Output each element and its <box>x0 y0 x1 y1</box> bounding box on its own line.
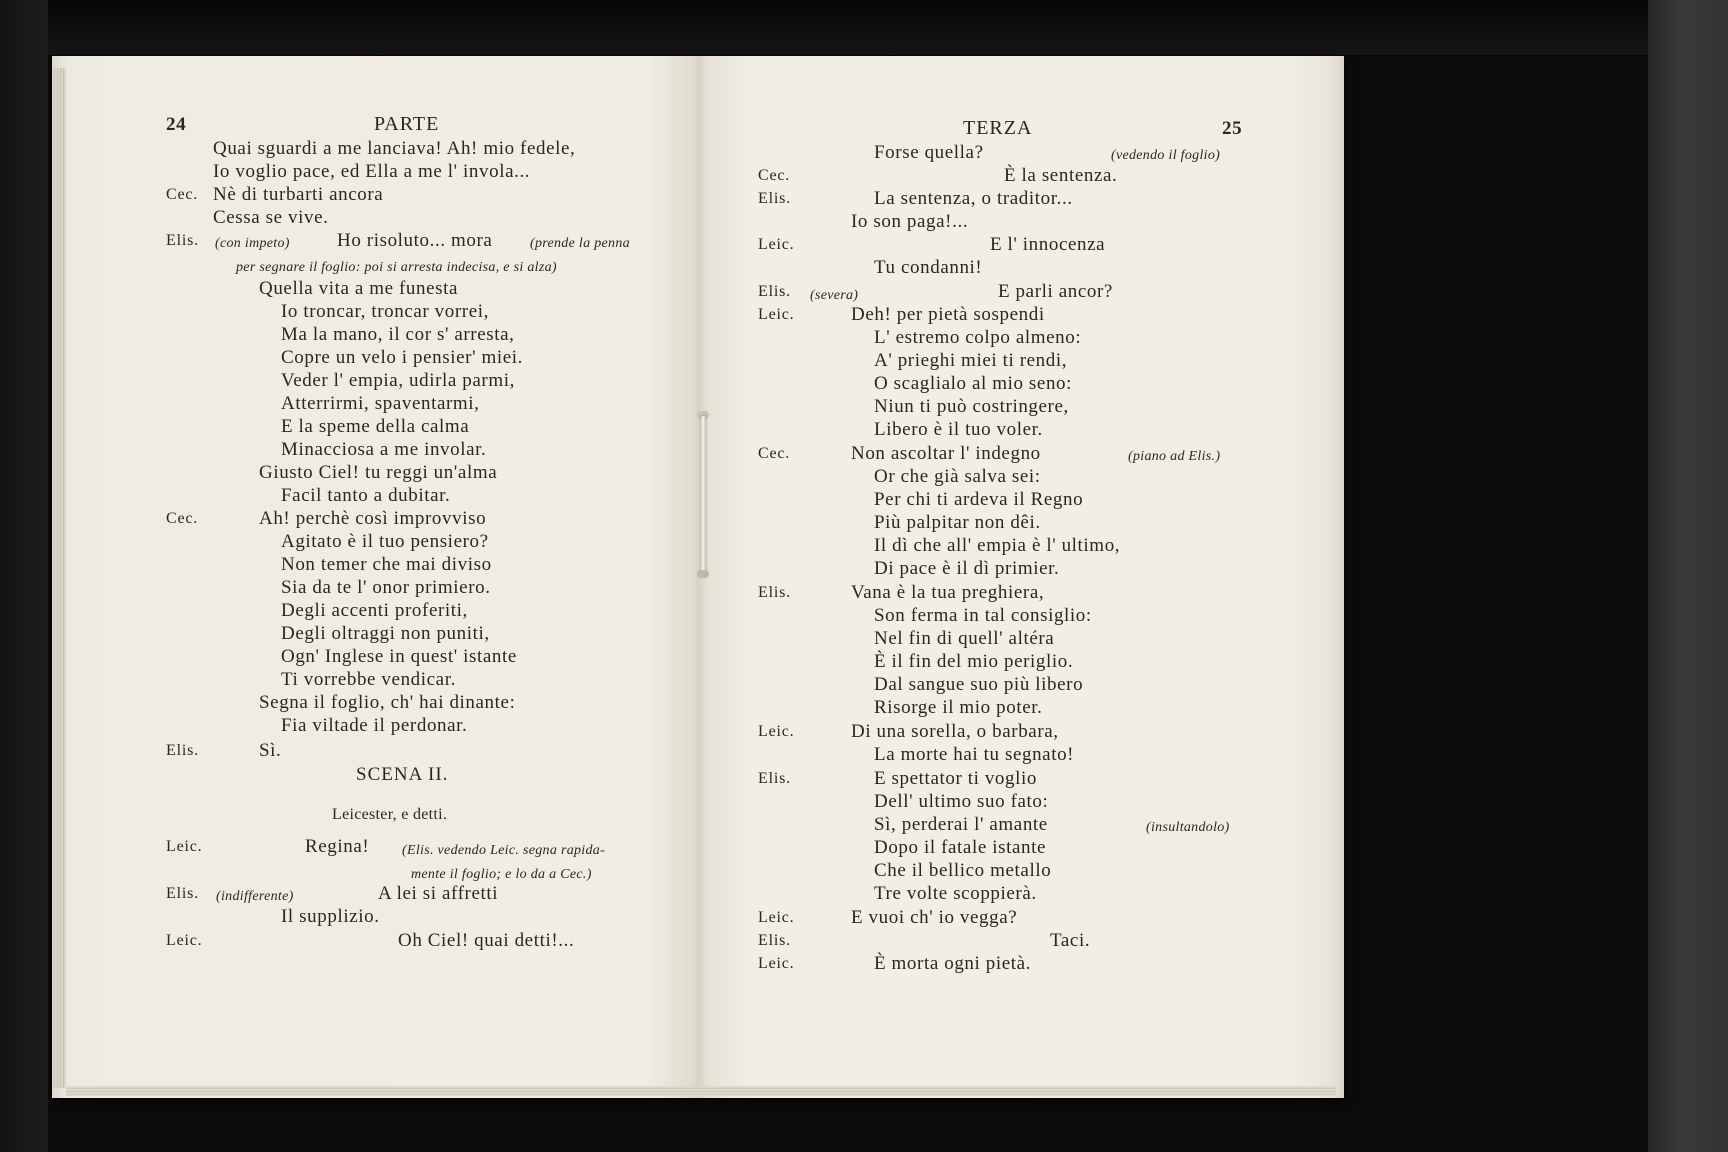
verse-line: O scaglialo al mio seno: <box>874 373 1073 394</box>
verse-line: Nè di turbarti ancora <box>213 184 384 205</box>
verse-line: Di una sorella, o barbara, <box>851 721 1059 742</box>
verse-line: E l' innocenza <box>990 234 1106 255</box>
verse-line: Tu condanni! <box>874 257 983 278</box>
verse-line: Dal sangue suo più libero <box>874 674 1084 695</box>
verse-line: E spettator ti voglio <box>874 768 1037 789</box>
verse-line: Ti vorrebbe vendicar. <box>281 669 456 690</box>
speaker-label: Cec. <box>166 186 199 203</box>
verse-line: Ah! perchè così improvviso <box>259 508 487 529</box>
verse-line: A lei si affretti <box>378 883 499 904</box>
scan-background-left <box>0 0 48 1152</box>
stage-direction: (Elis. vedendo Leic. segna rapida- <box>402 843 606 858</box>
speaker-label: Leic. <box>166 932 203 949</box>
verse-line: Segna il foglio, ch' hai dinante: <box>259 692 516 713</box>
verse-line: Io son paga!... <box>851 211 969 232</box>
speaker-label: Elis. <box>166 885 199 902</box>
verse-line: Più palpitar non dêi. <box>874 512 1041 533</box>
verse-line: Regina! <box>305 836 370 857</box>
stage-direction: (insultandolo) <box>1146 820 1230 835</box>
verse-line: Veder l' empia, udirla parmi, <box>281 370 515 391</box>
verse-line: Atterrirmi, spaventarmi, <box>281 393 480 414</box>
verse-line: Sì. <box>259 740 282 761</box>
verse-line: È morta ogni pietà. <box>874 953 1032 974</box>
speaker-label: Elis. <box>758 932 791 949</box>
verse-line: L' estremo colpo almeno: <box>874 327 1082 348</box>
speaker-label: Leic. <box>166 838 203 855</box>
verse-line: Che il bellico metallo <box>874 860 1052 881</box>
speaker-label: Elis. <box>166 742 199 759</box>
verse-line: Cessa se vive. <box>213 207 329 228</box>
verse-line: Io voglio pace, ed Ella a me l' invola... <box>213 161 531 182</box>
verse-line: Giusto Ciel! tu reggi un'alma <box>259 462 498 483</box>
verse-line: Il supplizio. <box>281 906 380 927</box>
stage-direction: (piano ad Elis.) <box>1128 449 1221 464</box>
stage-direction: (prende la penna <box>530 236 630 251</box>
speaker-label: Leic. <box>758 955 795 972</box>
page-edges-bottom <box>66 1086 1336 1096</box>
speaker-label: Elis. <box>758 770 791 787</box>
verse-line: È il fin del mio periglio. <box>874 651 1074 672</box>
verse-line: Niun ti può costringere, <box>874 396 1069 417</box>
verse-line: Dopo il fatale istante <box>874 837 1047 858</box>
verse-line: Minacciosa a me involar. <box>281 439 487 460</box>
speaker-label: Leic. <box>758 723 795 740</box>
speaker-label: Elis. <box>758 190 791 207</box>
verse-line: Il dì che all' empia è l' ultimo, <box>874 535 1121 556</box>
scan-background-top <box>0 0 1728 55</box>
scan-background-right <box>1648 0 1728 1152</box>
verse-line: Tre volte scoppierà. <box>874 883 1037 904</box>
verse-line: Quella vita a me funesta <box>259 278 459 299</box>
scene-characters: Leicester, e detti. <box>332 806 448 823</box>
speaker-label: Elis. <box>166 232 199 249</box>
verse-line: E la speme della calma <box>281 416 470 437</box>
page-number: 24 <box>166 114 187 135</box>
verse-line: Di pace è il dì primier. <box>874 558 1060 579</box>
verse-line: Nel fin di quell' altéra <box>874 628 1055 649</box>
verse-line: E vuoi ch' io vegga? <box>851 907 1018 928</box>
speaker-label: Cec. <box>758 445 791 462</box>
verse-line: Fia viltade il perdonar. <box>281 715 468 736</box>
speaker-label: Leic. <box>758 909 795 926</box>
verse-line: Sia da te l' onor primiero. <box>281 577 491 598</box>
verse-line: E parli ancor? <box>998 281 1113 302</box>
verse-line: Vana è la tua preghiera, <box>851 582 1045 603</box>
verse-line: Taci. <box>1050 930 1091 951</box>
speaker-label: Cec. <box>166 510 199 527</box>
verse-line: Io troncar, troncar vorrei, <box>281 301 489 322</box>
speaker-label: Elis. <box>758 283 791 300</box>
verse-line: Copre un velo i pensier' miei. <box>281 347 523 368</box>
running-head: TERZA <box>963 117 1033 139</box>
speaker-label: Leic. <box>758 236 795 253</box>
stage-direction: (con impeto) <box>215 236 290 251</box>
verse-line: Libero è il tuo voler. <box>874 419 1043 440</box>
verse-line: A' prieghi miei ti rendi, <box>874 350 1068 371</box>
verse-line: Forse quella? <box>874 142 984 163</box>
stage-direction: (severa) <box>810 288 859 303</box>
verse-line: Son ferma in tal consiglio: <box>874 605 1092 626</box>
verse-line: Or che già salva sei: <box>874 466 1041 487</box>
verse-line: È la sentenza. <box>1004 165 1118 186</box>
verse-line: Ho risoluto... mora <box>337 230 493 251</box>
verse-line: Dell' ultimo suo fato: <box>874 791 1049 812</box>
scene-heading: SCENA II. <box>356 764 449 785</box>
stage-direction: (indifferente) <box>216 889 294 904</box>
verse-line: Ma la mano, il cor s' arresta, <box>281 324 515 345</box>
binding-stitch-bottom <box>697 570 709 578</box>
verse-line: Facil tanto a dubitar. <box>281 485 451 506</box>
page-edges-left <box>52 68 66 1088</box>
verse-line: La morte hai tu segnato! <box>874 744 1075 765</box>
verse-line: Non ascoltar l' indegno <box>851 443 1041 464</box>
verse-line: Agitato è il tuo pensiero? <box>281 531 489 552</box>
verse-line: Non temer che mai diviso <box>281 554 492 575</box>
page-number: 25 <box>1222 118 1243 139</box>
stage-direction: mente il foglio; e lo da a Cec.) <box>411 867 592 882</box>
verse-line: Degli accenti proferiti, <box>281 600 468 621</box>
verse-line: Deh! per pietà sospendi <box>851 304 1045 325</box>
verse-line: Quai sguardi a me lanciava! Ah! mio fedele, <box>213 138 576 159</box>
speaker-label: Elis. <box>758 584 791 601</box>
binding-stitch <box>701 416 706 576</box>
verse-line: La sentenza, o traditor... <box>874 188 1073 209</box>
verse-line: Per chi ti ardeva il Regno <box>874 489 1084 510</box>
stage-direction: (vedendo il foglio) <box>1111 148 1221 163</box>
verse-line: Oh Ciel! quai detti!... <box>398 930 575 951</box>
stage-direction: per segnare il foglio: poi si arresta indecisa, e si alza) <box>236 260 557 275</box>
verse-line: Sì, perderai l' amante <box>874 814 1048 835</box>
verse-line: Ogn' Inglese in quest' istante <box>281 646 517 667</box>
speaker-label: Cec. <box>758 167 791 184</box>
speaker-label: Leic. <box>758 306 795 323</box>
running-head: PARTE <box>374 113 440 135</box>
verse-line: Degli oltraggi non puniti, <box>281 623 490 644</box>
verse-line: Risorge il mio poter. <box>874 697 1043 718</box>
